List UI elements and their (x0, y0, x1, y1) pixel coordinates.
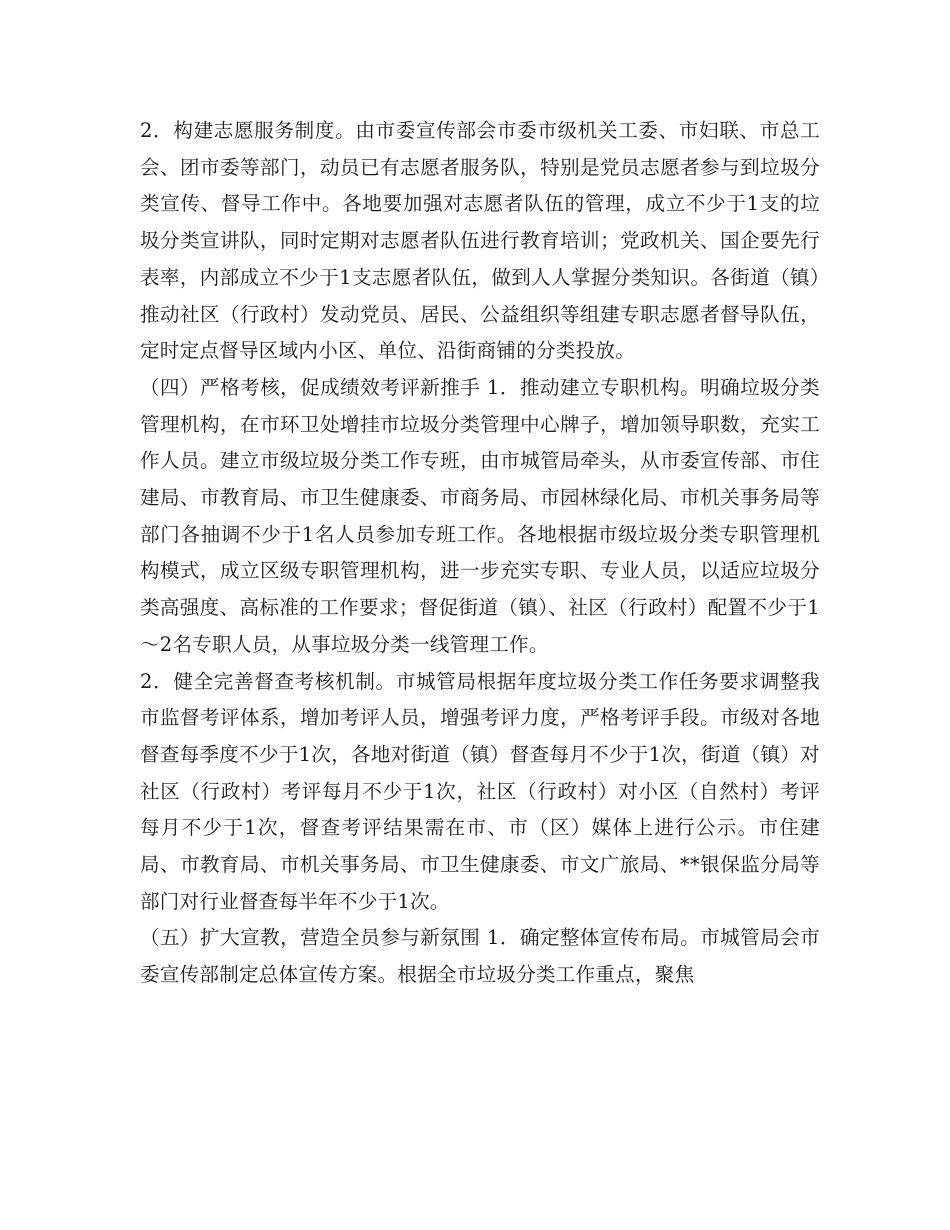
paragraph-supervision-mechanism: 2．健全完善督查考核机制。市城管局根据年度垃圾分类工作任务要求调整我市监督考评体系，增加考评人员，增强考评力度，严格考评手段。市级对各地督查每季度不少于1次，各地对街道（镇）督查每月不少于1次，街道（镇）对社区（行政村）考评每月不少于1次，社区（行政村）对小区（自然村）考评每月不少于1次，督查考评结果需在市、市（区）媒体上进行公示。市住建局、市教育局、市机关事务局、市卫生健康委、市文广旅局、**银保监分局等部门对行业督查每半年不少于1次。 (140, 669, 820, 913)
document-body (140, 113, 820, 994)
paragraph-strict-assessment: （四）严格考核，促成绩效考评新推手 1．推动建立专职机构。明确垃圾分类管理机构，在市环卫处增挂市垃圾分类管理中心牌子，增加领导职数，充实工作人员。建立市级垃圾分类工作专班，由市城管局牵头，从市委宣传部、市住建局、市教育局、市卫生健康委、市商务局、市园林绿化局、市机关事务局等部门各抽调不少于1名人员参加专班工作。各地根据市级垃圾分类专职管理机构模式，成立区级专职管理机构，进一步充实专职、专业人员，以适应垃圾分类高强度、高标准的工作要求；督促街道（镇）、社区（行政村）配置不少于1～2名专职人员，从事垃圾分类一线管理工作。 (140, 375, 820, 656)
paragraph-volunteer-service: 2．构建志愿服务制度。由市委宣传部会市委市级机关工委、市妇联、市总工会、团市委等部门，动员已有志愿者服务队，特别是党员志愿者参与到垃圾分类宣传、督导工作中。各地要加强对志愿者队伍的管理，成立不少于1支的垃圾分类宣讲队，同时定期对志愿者队伍进行教育培训；党政机关、国企要先行表率，内部成立不少于1支志愿者队伍，做到人人掌握分类知识。各街道（镇）推动社区（行政村）发动党员、居民、公益组织等组建专职志愿者督导队伍，定时定点督导区域内小区、单位、沿街商铺的分类投放。 (140, 119, 820, 363)
paragraph-expand-publicity: （五）扩大宣教，营造全员参与新氛围 1．确定整体宣传布局。市城管局会市委宣传部制定总体宣传方案。根据全市垃圾分类工作重点，聚焦 (140, 926, 820, 987)
